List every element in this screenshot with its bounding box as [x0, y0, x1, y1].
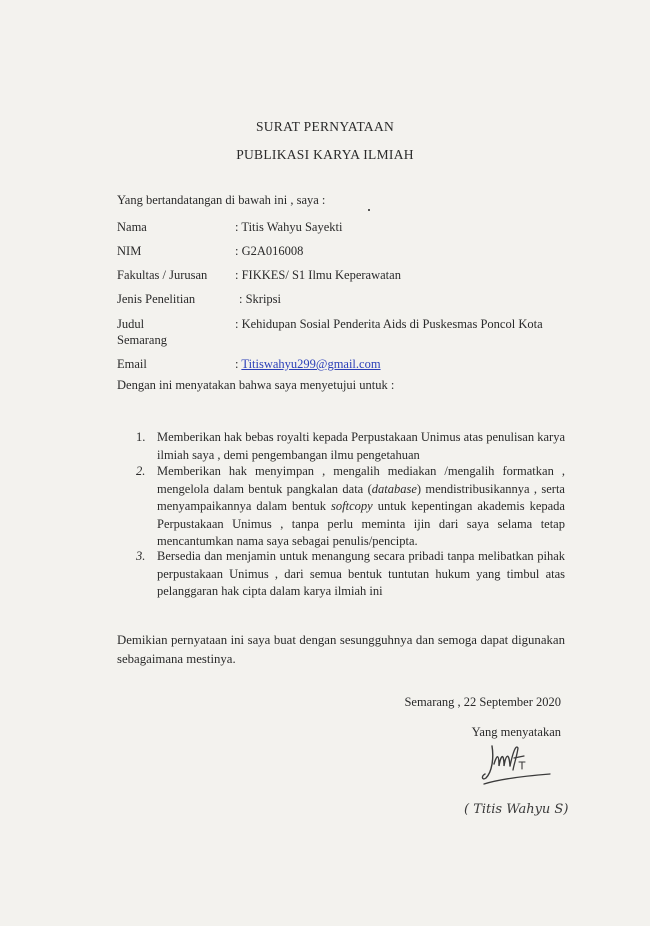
list-number: 2.: [136, 464, 146, 478]
list-text-part: ) mendistribusikannya , serta menyampaikannya dalam bentuk: [157, 481, 565, 513]
email-colon: :: [235, 357, 242, 371]
list-text: Memberikan hak bebas royalti kepada Perpustakaan Unimus atas penulisan karya ilmiah saya , demi pengembangan ilmu pengetahuan: [157, 430, 565, 462]
field-label: Judul: [117, 317, 145, 331]
place-date: Semarang , 22 September 2020: [404, 695, 561, 709]
email-link[interactable]: Titiswahyu299@gmail.com: [241, 357, 381, 371]
list-text: [157, 463, 565, 551]
signatory-label: Yang menyatakan: [471, 725, 561, 739]
document-subtitle: PUBLIKASI KARYA ILMIAH: [236, 147, 414, 162]
consent-statement: Dengan ini menyatakan bahwa saya menyetujui untuk :: [117, 378, 395, 392]
handwritten-name-text: ( Titis Wahyu S): [464, 802, 569, 817]
list-number: 1.: [136, 430, 146, 444]
field-value: : Titis Wahyu Sayekti: [235, 220, 343, 234]
field-label: Fakultas / Jurusan: [117, 268, 208, 282]
field-value: : FIKKES/ S1 Ilmu Keperawatan: [235, 268, 401, 282]
field-label: Jenis Penelitian: [117, 292, 196, 306]
field-label: Nama: [117, 220, 147, 234]
field-value-continuation: Semarang: [117, 333, 167, 347]
field-label: Email: [117, 357, 147, 371]
list-text-part: Memberikan hak menyimpan , mengalih mediakan /mengalih formatkan , mengelola dalam bentuk pangkalan data (: [157, 464, 565, 496]
field-value: : G2A016008: [235, 244, 304, 258]
field-value-wrap: [235, 357, 381, 372]
field-value: : Kehidupan Sosial Penderita Aids di Puskesmas Poncol Kota: [235, 317, 543, 331]
list-number: 3.: [136, 549, 146, 563]
signature-image: [480, 738, 555, 793]
field-value: : Skripsi: [239, 292, 282, 306]
list-text-emphasis: softcopy: [331, 499, 373, 513]
scan-speck: [368, 209, 370, 211]
list-text: Bersedia dan menjamin untuk menangung secara pribadi tanpa melibatkan pihak perpustakaan Unimus , dari semua bentuk tuntutan hukum yang timbul atas pelanggaran hak cipta dalam karya ilmiah ini: [157, 549, 565, 598]
field-label: NIM: [117, 244, 142, 258]
document-title: SURAT PERNYATAAN: [255, 119, 395, 134]
closing-paragraph: Demikian pernyataan ini saya buat dengan sesungguhnya dan semoga dapat digunakan sebagaimana mestinya.: [117, 633, 565, 666]
list-text-part: untuk kepentingan akademis kepada Perpustakaan Unimus , tanpa perlu meminta ijin dari saya selama tetap mencantumkan nama saya sebagai penulis/pencipta.: [157, 499, 565, 548]
handwritten-name: [462, 796, 572, 820]
intro-text: Yang bertandatangan di bawah ini , saya :: [117, 193, 326, 207]
list-text-emphasis: database: [371, 481, 417, 496]
